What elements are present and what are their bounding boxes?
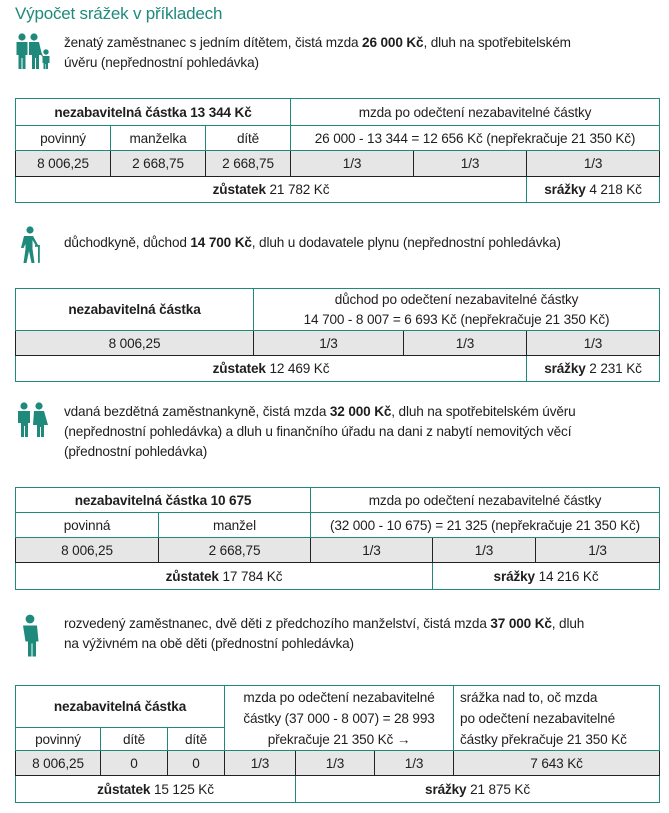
value-cell: 8 006,25 — [16, 751, 101, 776]
value-cell: 1/3 — [291, 151, 414, 176]
remainder-cell — [16, 176, 527, 202]
net-wage: 26 000 Kč — [362, 35, 424, 50]
header-line: důchod po odečtení nezabavitelné částky — [334, 291, 579, 307]
wage-calculation: (32 000 - 10 675) = 21 325 (nepřekračuje 21 350 Kč) — [311, 513, 660, 538]
wage-after-exempt-header: mzda po odečtení nezabavitelné částky — [311, 488, 660, 513]
subheader-cell: povinná — [16, 513, 159, 538]
description-text: , dluh na spotřebitelském — [423, 35, 571, 50]
case-description — [64, 33, 571, 73]
couple-icon — [15, 402, 51, 438]
value-cell: 1/3 — [433, 538, 536, 563]
exempt-amount-header: nezabavitelná částka — [16, 686, 225, 728]
remainder-value: 12 469 Kč — [269, 361, 330, 376]
wage-calculation: částky (37 000 - 8 007) = 28 993 — [243, 710, 435, 726]
deduction-table-2 — [15, 288, 660, 382]
description-text: na výživném na obě děti (přednostní pohledávka) — [64, 636, 354, 651]
remainder-label: zůstatek — [212, 181, 266, 197]
deduction-cell — [527, 176, 660, 202]
subheader-cell: dítě — [101, 728, 168, 751]
family-with-child-icon — [15, 33, 55, 71]
value-cell: 2 668,75 — [159, 538, 311, 563]
description-text: (nepřednostní pohledávka) a dluh u finančního úřadu na dani z nabytí nemovitých věcí — [64, 424, 572, 439]
deduction-table-4 — [15, 685, 660, 803]
remainder-cell — [16, 776, 296, 803]
value-cell: 1/3 — [414, 151, 527, 176]
exempt-amount-header: nezabavitelná částka 10 675 — [16, 488, 311, 513]
deduction-cell — [296, 776, 660, 803]
value-cell: 1/3 — [311, 538, 433, 563]
header-line: částky překračuje 21 350 Kč — [460, 731, 627, 747]
description-text: ženatý zaměstnanec s jedním dítětem, čistá mzda — [64, 35, 363, 50]
case-description — [64, 402, 576, 462]
header-line: srážka nad to, oč mzda — [460, 689, 598, 705]
description-text: rozvedený zaměstnanec, dvě děti z předchozího manželství, čistá mzda — [64, 616, 491, 631]
value-cell: 1/3 — [225, 751, 296, 776]
deduction-label: srážky — [544, 181, 586, 197]
deduction-value: 21 875 Kč — [470, 781, 530, 797]
description-text: vdaná bezdětná zaměstnankyně, čistá mzda — [64, 404, 330, 419]
deduction-label: srážky — [493, 568, 535, 584]
remainder-label: zůstatek — [212, 361, 266, 376]
remainder-cell — [16, 356, 527, 382]
deduction-label: srážky — [544, 361, 586, 376]
header-line: po odečtení nezabavitelné — [460, 710, 615, 726]
subheader-cell: povinný — [16, 126, 111, 151]
subheader-cell: povinný — [16, 728, 101, 751]
value-cell: 8 006,25 — [16, 151, 111, 176]
case-description — [64, 233, 561, 253]
page-title: Výpočet srážek v příkladech — [15, 4, 223, 23]
deduction-cell — [433, 563, 660, 590]
deduction-value: 2 231 Kč — [589, 361, 642, 376]
deduction-cell — [527, 356, 660, 382]
remainder-value: 15 125 Kč — [153, 781, 214, 797]
net-wage: 37 000 Kč — [490, 616, 552, 631]
deduction-table-3 — [15, 487, 660, 590]
excess-deduction-header — [454, 686, 660, 751]
case-description — [64, 614, 584, 654]
remainder-cell — [16, 563, 433, 590]
remainder-value: 17 784 Kč — [222, 568, 283, 584]
value-cell: 7 643 Kč — [454, 751, 660, 776]
value-cell: 8 006,25 — [16, 331, 254, 356]
value-cell: 0 — [168, 751, 225, 776]
value-cell: 1/3 — [527, 331, 660, 356]
value-cell: 0 — [101, 751, 168, 776]
wage-after-exempt-header — [225, 686, 454, 751]
pension-after-exempt-header — [254, 289, 660, 331]
deduction-label: srážky — [425, 781, 467, 797]
header-line: mzda po odečtení nezabavitelné — [243, 689, 435, 705]
value-cell: 2 668,75 — [206, 151, 291, 176]
description-text: (přednostní pohledávka) — [64, 444, 208, 459]
pension-amount: 14 700 Kč — [190, 235, 252, 250]
value-cell: 1/3 — [536, 538, 660, 563]
pension-calculation: 14 700 - 8 007 = 6 693 Kč (nepřekračuje 21 350 Kč) — [303, 311, 610, 327]
wage-after-exempt-header: mzda po odečtení nezabavitelné částky — [291, 99, 660, 126]
deduction-value: 4 218 Kč — [589, 181, 642, 197]
exempt-amount-header: nezabavitelná částka — [16, 289, 254, 331]
value-cell: 8 006,25 — [16, 538, 159, 563]
header-line: překračuje 21 350 Kč → — [267, 731, 411, 747]
description-text: , dluh — [551, 616, 585, 631]
value-cell: 1/3 — [527, 151, 660, 176]
description-text: důchodkyně, důchod — [64, 235, 191, 250]
single-man-icon — [15, 614, 45, 658]
value-cell: 1/3 — [254, 331, 404, 356]
exempt-amount-header: nezabavitelná částka 13 344 Kč — [16, 99, 291, 126]
description-text: , dluh na spotřebitelském úvěru — [391, 404, 576, 419]
remainder-label: zůstatek — [165, 568, 219, 584]
remainder-label: zůstatek — [97, 781, 151, 797]
remainder-value: 21 782 Kč — [269, 181, 330, 197]
elderly-person-with-cane-icon — [15, 226, 55, 266]
net-wage: 32 000 Kč — [329, 404, 392, 419]
value-cell: 2 668,75 — [111, 151, 206, 176]
subheader-cell: dítě — [206, 126, 291, 151]
value-cell: 1/3 — [296, 751, 375, 776]
value-cell: 1/3 — [375, 751, 454, 776]
subheader-cell: manželka — [111, 126, 206, 151]
value-cell: 1/3 — [404, 331, 527, 356]
description-text: úvěru (nepřednostní pohledávka) — [64, 55, 259, 70]
wage-calculation: 26 000 - 13 344 = 12 656 Kč (nepřekračuje 21 350 Kč) — [291, 126, 660, 151]
description-text: , dluh u dodavatele plynu (nepřednostní pohledávka) — [251, 235, 561, 250]
deduction-value: 14 216 Kč — [538, 568, 599, 584]
subheader-cell: dítě — [168, 728, 225, 751]
deduction-table-1 — [15, 98, 660, 203]
subheader-cell: manžel — [159, 513, 311, 538]
